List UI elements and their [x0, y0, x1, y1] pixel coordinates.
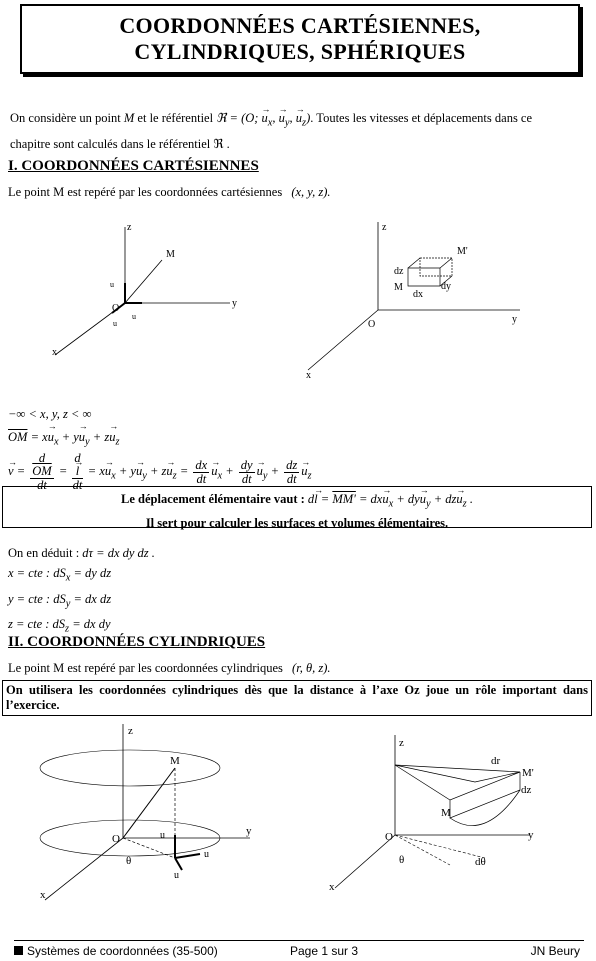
fig2-label-y: y	[512, 314, 517, 325]
fig3-ut-vector	[175, 854, 200, 858]
fig4-label-dz: dz	[521, 784, 532, 796]
deduce-volume: dτ = dx dy dz .	[82, 546, 155, 560]
fig1-label-z: z	[127, 222, 132, 233]
deduce-intro: On en déduit :	[8, 546, 80, 560]
fig2-label-dz: dz	[394, 266, 404, 277]
section-1-coords: (x, y, z).	[291, 185, 331, 199]
upper-circle	[40, 750, 220, 786]
deduce-x-val: = dy dz	[73, 566, 112, 580]
deductions: On en déduit : dτ = dx dy dz . x = cte : $dS_x$ = dy dz y = cte : $dS_y$ = dx dz z = cte : $dS_z$ = dx dy	[8, 546, 155, 635]
title-box	[20, 4, 580, 74]
range-equation: −∞ < x, y, z < ∞	[8, 407, 92, 421]
fig4-dashed-2	[395, 835, 485, 858]
fig2-label-m: M	[394, 282, 403, 293]
section-2-sentence: Le point M est repéré par les coordonnées cylindriques	[8, 661, 283, 675]
fig4-label-theta: θ	[399, 854, 405, 866]
intro-text-a: On considère un point	[10, 111, 121, 125]
fig2-label-dy: dy	[441, 281, 451, 292]
title-line-2: CYLINDRIQUES, SPHÉRIQUES	[134, 39, 466, 64]
fig4-label-o: O	[385, 831, 393, 843]
intro-paragraph	[10, 108, 586, 154]
om-equation: $\overline{OM} = x\to u_x + y\to u_y + z\to u_z$	[8, 430, 120, 448]
footer-left: Systèmes de coordonnées (35-500)	[27, 944, 218, 958]
fig4-label-dr: dr	[491, 755, 501, 767]
fig3-label-m: M	[170, 755, 180, 767]
fig1-label-m: M	[166, 249, 175, 260]
fig4-label-y: y	[528, 829, 534, 841]
cylindrical-box: On utilisera les coordonnées cylindriques dès que la distance à l’axe Oz joue un rôle important dans l’exercice.	[2, 680, 592, 716]
deduce-y: y = cte : dS	[8, 591, 66, 606]
section-1-heading: I. COORDONNÉES CARTÉSIENNES	[8, 158, 259, 174]
footer-page-number: Page 1 sur 3	[290, 944, 359, 958]
om-vector	[123, 768, 175, 838]
fig2-label-mp: M'	[457, 246, 468, 257]
fig1-label-x: x	[52, 347, 57, 358]
box1-line1: Le déplacement élémentaire vaut :	[121, 492, 305, 506]
fig1-label-o: O	[112, 303, 120, 314]
fig4-label-x: x	[329, 881, 335, 893]
intro-text-b: et le référentiel	[137, 111, 214, 125]
section-1-sentence: Le point M est repéré par les coordonnées cartésiennes	[8, 185, 283, 199]
intro-text-line2: chapitre sont calculés dans le référentiel ℜ .	[10, 136, 230, 151]
fig3-label-theta: θ	[126, 855, 132, 867]
footer-square-icon	[14, 946, 23, 955]
fig4-label-dtheta: dθ	[475, 856, 486, 868]
intro-text-c: . Toutes les vitesses et déplacements dans ce	[310, 111, 533, 125]
fig3-label-uz: u	[160, 830, 165, 841]
fig3-label-ur: u	[174, 870, 179, 881]
fig3-label-x: x	[40, 889, 46, 901]
section-2-coords: (r, θ, z).	[292, 661, 331, 675]
fig3-label-z: z	[128, 725, 133, 737]
title-line-1: COORDONNÉES CARTÉSIENNES,	[119, 13, 481, 38]
deduce-x: x = cte : dS	[8, 566, 66, 580]
page-footer	[14, 940, 584, 958]
deduce-z-val: = dx dy	[72, 617, 111, 631]
fig2-label-z: z	[382, 222, 387, 233]
om-line	[125, 260, 162, 303]
cartesian-volume-figure	[300, 220, 530, 385]
fig2-label-o: O	[368, 319, 376, 330]
fig2-label-dx: dx	[413, 289, 423, 300]
fig1-label-y: y	[232, 298, 237, 309]
velocity-equation: → v = d $\overline{OM}$ dt = d → l dt = $x\to u_x + y\to u_y + z\to u_z$ = $\frac{dx}{dt}$ → $u_x$ + $\frac{dy}{dt}$ → $u_y$ + $\frac{dz}{dt}$ → $u_z$	[8, 452, 312, 492]
cylindrical-axes-figure	[20, 720, 260, 910]
section-2-text	[8, 661, 330, 676]
cyl-volume-element	[395, 765, 520, 826]
fig3-x-axis	[45, 838, 123, 900]
footer-author: JN Beury	[530, 944, 580, 958]
fig4-label-z: z	[399, 737, 404, 749]
referential: ℜ = (O; → $u_x$, → $u_y$, → $u_z$)	[216, 111, 310, 125]
fig2-label-x: x	[306, 370, 311, 381]
fig1-label-uz: u	[110, 280, 114, 289]
cylindrical-volume-figure	[325, 730, 575, 900]
box1-line2: Il sert pour calculer les surfaces et volumes élémentaires.	[145, 515, 449, 530]
fig4-label-m: M	[441, 807, 451, 819]
fig3-ur-vector	[175, 858, 182, 870]
fig1-label-uy: u	[132, 312, 136, 321]
section-1-text	[8, 185, 331, 200]
deduce-z: z = cte : dS	[8, 617, 66, 631]
fig1-label-ux: u	[113, 319, 117, 328]
section-2-heading: II. COORDONNÉES CYLINDRIQUES	[8, 634, 266, 650]
fig4-label-mp: M'	[522, 767, 534, 779]
displacement-box: Le déplacement élémentaire vaut : $d\to l = MM' = dx\to u_x + dy\to u_y + dz\to u_z$ . Il sert pour calculer les surfaces et volumes élémentaires.	[2, 486, 592, 528]
fig3-label-y: y	[246, 825, 252, 837]
intro-point: M	[123, 111, 135, 125]
deduce-y-val: = dx dz	[73, 591, 112, 606]
cartesian-axes-figure	[40, 215, 240, 375]
fig3-label-o: O	[112, 833, 120, 845]
fig3-label-ut: u	[204, 849, 209, 860]
